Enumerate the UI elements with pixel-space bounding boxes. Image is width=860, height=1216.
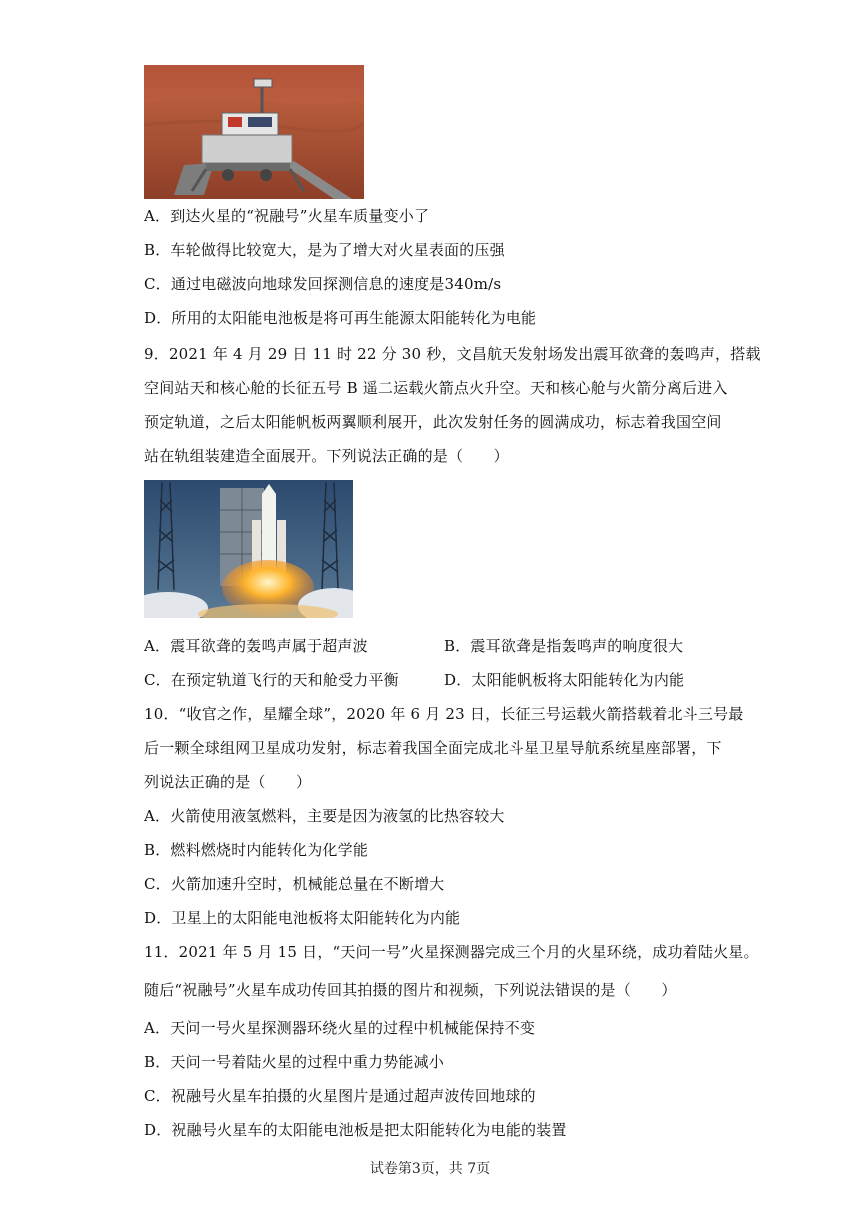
q9-option-a: A．震耳欲聋的轰鸣声属于超声波 (144, 637, 368, 655)
q11-option-c: C．祝融号火星车拍摄的火星图片是通过超声波传回地球的 (144, 1087, 536, 1105)
page-footer: 试卷第3页，共 7页 (369, 1161, 491, 1177)
q10-text-line-1: 10．“收官之作，星耀全球”，2020 年 6 月 23 日，长征三号运载火箭搭载着北斗三号最 (144, 705, 744, 723)
q10-option-d: D．卫星上的太阳能电池板将太阳能转化为内能 (144, 909, 461, 927)
q9-text-line-2: 空间站天和核心舱的长征五号 B 遥二运载火箭点火升空。天和核心舱与火箭分离后进入 (144, 379, 728, 397)
q11-text-line-1: 11．2021 年 5 月 15 日，“天问一号”火星探测器完成三个月的火星环绕，成功着陆火星。 (144, 943, 759, 961)
q9-text-line-1: 9．2021 年 4 月 29 日 11 时 22 分 30 秒，文昌航天发射场发出震耳欲聋的轰鸣声，搭载 (144, 345, 761, 363)
q10-option-c: C．火箭加速升空时，机械能总量在不断增大 (144, 875, 445, 893)
q10-option-b: B．燃料燃烧时内能转化为化学能 (144, 841, 369, 859)
q9-option-b: B．震耳欲聋是指轰鸣声的响度很大 (444, 637, 684, 655)
q11-option-a: A．天问一号火星探测器环绕火星的过程中机械能保持不变 (144, 1019, 536, 1037)
mars-rover-image (144, 65, 364, 199)
q9-text-line-4: 站在轨组装建造全面展开。下列说法正确的是（ ） (144, 447, 509, 465)
q9-text-line-3: 预定轨道，之后太阳能帆板两翼顺利展开，此次发射任务的圆满成功，标志着我国空间 (144, 413, 722, 431)
q10-text-line-2: 后一颗全球组网卫星成功发射，标志着我国全面完成北斗星卫星导航系统星座部署，下 (144, 739, 722, 757)
q10-option-a: A．火箭使用液氢燃料，主要是因为液氢的比热容较大 (144, 807, 505, 825)
q11-option-b: B．天问一号着陆火星的过程中重力势能减小 (144, 1053, 445, 1071)
q11-text-line-2: 随后“祝融号”火星车成功传回其拍摄的图片和视频，下列说法错误的是（ ） (144, 981, 677, 999)
q8-option-b: B．车轮做得比较宽大，是为了增大对火星表面的压强 (144, 241, 505, 259)
q11-option-d: D．祝融号火星车的太阳能电池板是把太阳能转化为电能的装置 (144, 1121, 567, 1139)
q8-option-a: A．到达火星的“祝融号”火星车质量变小了 (144, 207, 430, 225)
q8-option-d: D．所用的太阳能电池板是将可再生能源太阳能转化为电能 (144, 309, 537, 327)
q9-option-c: C．在预定轨道飞行的天和舱受力平衡 (144, 671, 399, 689)
q8-option-c: C．通过电磁波向地球发回探测信息的速度是340m/s (144, 275, 502, 293)
rocket-launch-image (144, 480, 353, 618)
q10-text-line-3: 列说法正确的是（ ） (144, 773, 312, 791)
q9-option-d: D．太阳能帆板将太阳能转化为内能 (444, 671, 685, 689)
